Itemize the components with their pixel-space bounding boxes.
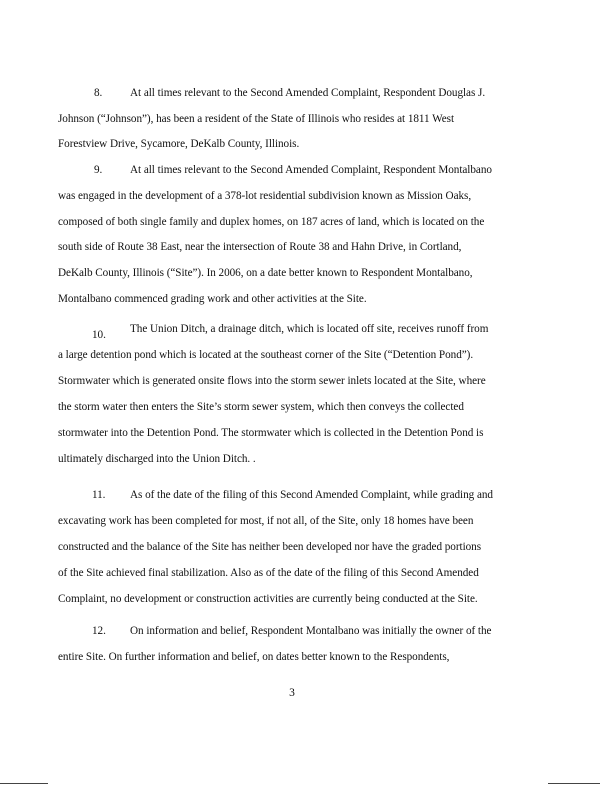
page-number: 3	[289, 687, 295, 699]
footer-rule-left	[0, 783, 48, 784]
text-line: was engaged in the development of a 378-lot residential subdivision known as Mission Oaks,	[58, 190, 472, 202]
paragraph-number: 9.	[94, 164, 103, 176]
text-line: constructed and the balance of the Site has neither been developed nor have the graded portions	[58, 541, 482, 553]
text-line: entire Site. On further information and belief, on dates better known to the Respondents,	[58, 651, 450, 663]
paragraph-number: 10.	[92, 329, 106, 341]
text-line: Johnson (“Johnson”), has been a resident of the State of Illinois who resides at 1811 West	[58, 113, 455, 125]
text-line: DeKalb County, Illinois (“Site”). In 2006, on a date better known to Respondent Montalbano,	[58, 267, 473, 279]
text-line: On information and belief, Respondent Montalbano was initially the owner of the	[130, 625, 492, 637]
text-line: the storm water then enters the Site’s storm sewer system, which then conveys the collected	[58, 401, 464, 413]
paragraph-number: 12.	[92, 625, 106, 637]
paragraph-number: 11.	[92, 489, 106, 501]
text-line: a large detention pond which is located at the southeast corner of the Site (“Detention Pond”).	[58, 349, 474, 361]
text-line: excavating work has been completed for most, if not all, of the Site, only 18 homes have been	[58, 515, 474, 527]
text-line: ultimately discharged into the Union Ditch. .	[58, 453, 256, 465]
text-line: Stormwater which is generated onsite flows into the storm sewer inlets located at the Site, where	[58, 375, 486, 387]
text-line: At all times relevant to the Second Amended Complaint, Respondent Douglas J.	[130, 87, 486, 99]
text-line: Complaint, no development or construction activities are currently being conducted at the Site.	[58, 593, 478, 605]
text-line: The Union Ditch, a drainage ditch, which is located off site, receives runoff from	[130, 323, 489, 335]
text-line: south side of Route 38 East, near the intersection of Route 38 and Hahn Drive, in Cortland,	[58, 241, 462, 253]
text-line: stormwater into the Detention Pond. The stormwater which is collected in the Detention Pond is	[58, 427, 484, 439]
text-line: At all times relevant to the Second Amended Complaint, Respondent Montalbano	[130, 164, 492, 176]
text-line: Forestview Drive, Sycamore, DeKalb County, Illinois.	[58, 138, 300, 150]
paragraph-number: 8.	[94, 87, 103, 99]
footer-rule-right	[548, 783, 600, 784]
text-line: of the Site achieved final stabilization. Also as of the date of the filing of this Second Amended	[58, 567, 479, 579]
text-line: Montalbano commenced grading work and other activities at the Site.	[58, 293, 367, 305]
text-line: composed of both single family and duplex homes, on 187 acres of land, which is located on the	[58, 216, 485, 228]
text-line: As of the date of the filing of this Second Amended Complaint, while grading and	[130, 489, 493, 501]
